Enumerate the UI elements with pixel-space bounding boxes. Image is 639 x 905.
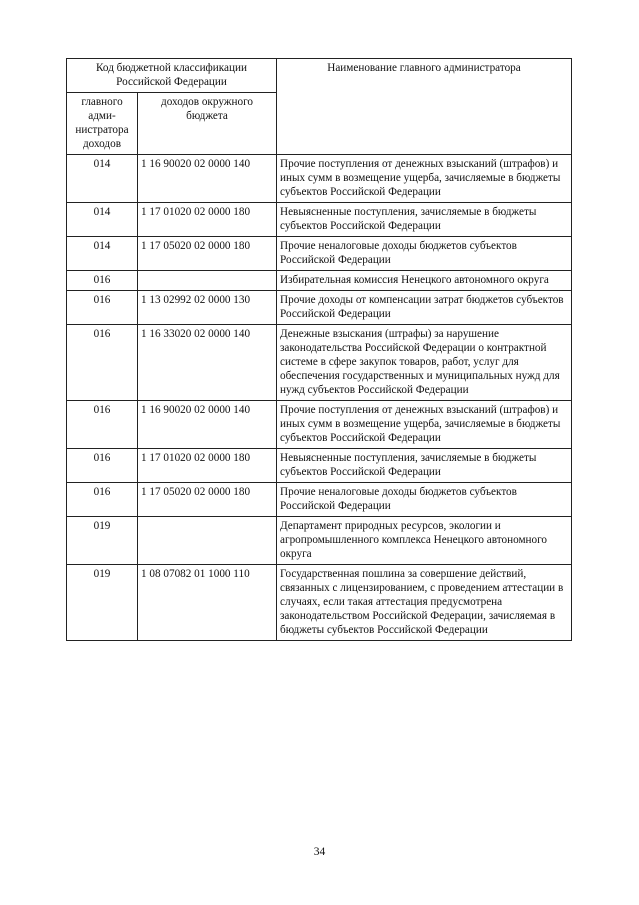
- cell-administrator-name: Прочие поступления от денежных взысканий (штрафов) и иных сумм в возмещение ущерба, зачисляемые в бюджеты субъектов Российской Федерации: [277, 401, 572, 449]
- cell-administrator-name: Прочие неналоговые доходы бюджетов субъектов Российской Федерации: [277, 237, 572, 271]
- cell-administrator-name: Избирательная комиссия Ненецкого автономного округа: [277, 271, 572, 291]
- header-budget-classification-code: Код бюджетной классификации Российской Федерации: [67, 59, 277, 93]
- table-row: [67, 271, 572, 291]
- cell-administrator-code: 016: [67, 325, 138, 401]
- cell-administrator-code: 019: [67, 517, 138, 565]
- cell-administrator-code: 014: [67, 155, 138, 203]
- header-chief-administrator: главного адми-нистратора доходов: [67, 93, 138, 155]
- cell-administrator-name: Невыясненные поступления, зачисляемые в бюджеты субъектов Российской Федерации: [277, 449, 572, 483]
- header-district-budget-income: доходов окружного бюджета: [138, 93, 277, 155]
- cell-income-code: 1 13 02992 02 0000 130: [138, 291, 277, 325]
- cell-income-code: 1 16 90020 02 0000 140: [138, 155, 277, 203]
- cell-administrator-code: 019: [67, 565, 138, 641]
- cell-administrator-code: 014: [67, 237, 138, 271]
- cell-administrator-name: Прочие поступления от денежных взысканий (штрафов) и иных сумм в возмещение ущерба, зачисляемые в бюджеты субъектов Российской Федерации: [277, 155, 572, 203]
- cell-administrator-code: 016: [67, 483, 138, 517]
- table-row: [67, 325, 572, 401]
- cell-administrator-name: Департамент природных ресурсов, экологии и агропромышленного комплекса Ненецкого автономного округа: [277, 517, 572, 565]
- cell-administrator-name: Прочие неналоговые доходы бюджетов субъектов Российской Федерации: [277, 483, 572, 517]
- cell-income-code: [138, 271, 277, 291]
- cell-income-code: 1 17 01020 02 0000 180: [138, 449, 277, 483]
- header-administrator-name: Наименование главного администратора: [277, 59, 572, 155]
- cell-income-code: 1 17 05020 02 0000 180: [138, 237, 277, 271]
- cell-administrator-code: 016: [67, 271, 138, 291]
- cell-administrator-code: 016: [67, 401, 138, 449]
- cell-administrator-code: 014: [67, 203, 138, 237]
- table-row: [67, 517, 572, 565]
- table-row: [67, 155, 572, 203]
- table-row: [67, 449, 572, 483]
- cell-administrator-name: Денежные взыскания (штрафы) за нарушение законодательства Российской Федерации о контрактной системе в сфере закупок товаров, работ, услуг для обеспечения государственных и муниципальных нужд для нужд субъектов Российской Федерации: [277, 325, 572, 401]
- budget-classification-table: [66, 58, 572, 641]
- cell-income-code: 1 16 33020 02 0000 140: [138, 325, 277, 401]
- cell-income-code: 1 08 07082 01 1000 110: [138, 565, 277, 641]
- table-row: [67, 291, 572, 325]
- cell-income-code: 1 17 05020 02 0000 180: [138, 483, 277, 517]
- page-number: 34: [313, 846, 326, 858]
- table-body: [67, 155, 572, 641]
- cell-administrator-name: Невыясненные поступления, зачисляемые в бюджеты субъектов Российской Федерации: [277, 203, 572, 237]
- cell-administrator-name: Государственная пошлина за совершение действий, связанных с лицензированием, с проведением аттестации в случаях, если такая аттестация предусмотрена законодательством Российской Федерации, зачисляемая в бюджеты субъектов Российской Федерации: [277, 565, 572, 641]
- table-row: [67, 203, 572, 237]
- table-row: [67, 565, 572, 641]
- table-row: [67, 401, 572, 449]
- cell-income-code: [138, 517, 277, 565]
- table-row: [67, 483, 572, 517]
- cell-administrator-name: Прочие доходы от компенсации затрат бюджетов субъектов Российской Федерации: [277, 291, 572, 325]
- cell-administrator-code: 016: [67, 449, 138, 483]
- cell-income-code: 1 16 90020 02 0000 140: [138, 401, 277, 449]
- table-header-row-1: [67, 59, 572, 93]
- cell-income-code: 1 17 01020 02 0000 180: [138, 203, 277, 237]
- table-row: [67, 237, 572, 271]
- cell-administrator-code: 016: [67, 291, 138, 325]
